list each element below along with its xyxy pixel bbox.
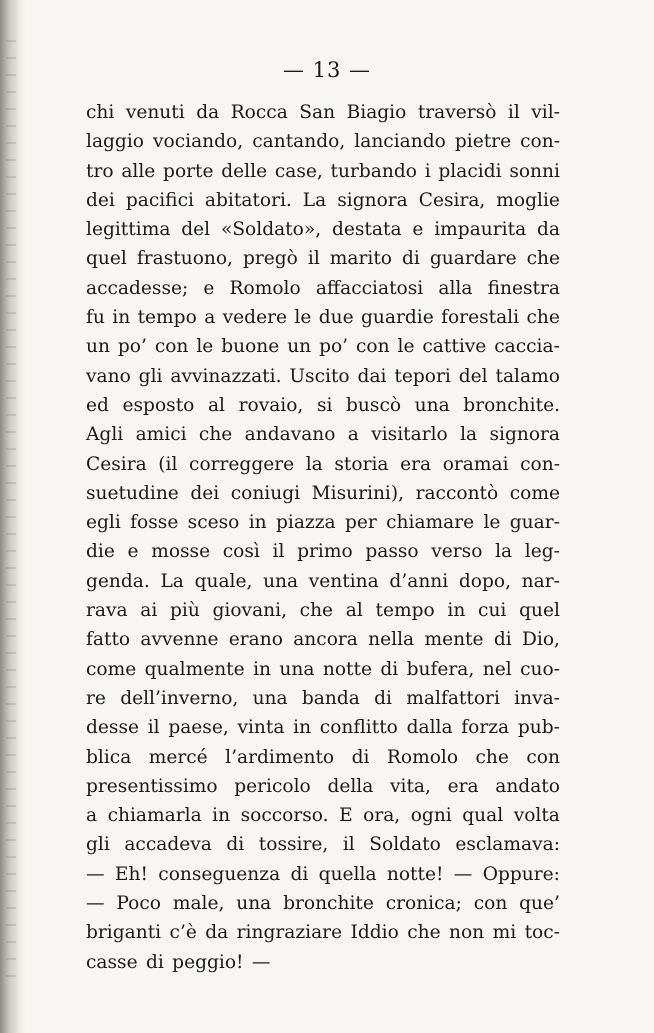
word: cantando, xyxy=(252,131,346,153)
word: placidi xyxy=(438,160,502,182)
word: — xyxy=(86,863,105,885)
word: moglie xyxy=(496,189,560,211)
word: con xyxy=(526,746,560,768)
word: malfattori xyxy=(406,687,500,709)
word: tempo xyxy=(137,307,197,329)
word: po’ xyxy=(319,336,349,358)
text-line xyxy=(86,596,560,625)
word: blica xyxy=(86,746,132,768)
word: guardie xyxy=(361,307,434,329)
word: Dio, xyxy=(521,629,560,651)
text-line xyxy=(86,655,560,684)
word: Biagio xyxy=(346,102,407,123)
word: affacciatosi xyxy=(315,277,424,299)
word: case, xyxy=(274,160,323,182)
word: pietre xyxy=(454,131,512,153)
word: nella xyxy=(368,629,415,651)
word: avvenne xyxy=(140,629,219,651)
word: qual xyxy=(462,805,504,827)
text-line xyxy=(86,186,560,215)
word: «Soldato», xyxy=(220,219,322,241)
word: venuti xyxy=(125,102,185,123)
word: ogni xyxy=(410,805,452,827)
word: ed xyxy=(86,394,109,416)
word: cui xyxy=(478,600,507,622)
word: bronchite xyxy=(283,893,374,915)
word: fosse xyxy=(130,512,179,534)
word: non xyxy=(449,922,485,944)
word: La xyxy=(302,189,327,211)
word: Oppure: xyxy=(482,863,560,885)
word: ai xyxy=(140,600,158,622)
word: vinta xyxy=(237,717,285,739)
word: con- xyxy=(520,131,560,153)
word: in xyxy=(447,600,466,622)
word: vil- xyxy=(531,102,560,123)
word: il xyxy=(307,248,320,270)
word: Eh! xyxy=(114,863,148,885)
word: — xyxy=(453,863,473,885)
word: le xyxy=(196,336,214,358)
word: la xyxy=(495,541,513,563)
word: tro xyxy=(86,160,114,182)
text-line xyxy=(86,332,560,361)
word: il xyxy=(507,102,520,123)
text-line xyxy=(86,948,560,977)
word: rava xyxy=(86,600,128,622)
word: erano xyxy=(228,629,283,651)
word: l’ardimento xyxy=(225,746,335,768)
word: giovani, xyxy=(212,600,287,622)
word: un xyxy=(287,336,312,358)
word: genda. xyxy=(86,570,150,592)
word: sonni xyxy=(509,160,560,182)
word: presentissimo xyxy=(86,775,218,797)
word: paese, xyxy=(168,717,229,739)
word: coniugi xyxy=(230,482,301,504)
word: conseguenza xyxy=(158,863,281,885)
word: si xyxy=(316,394,333,416)
word: cuo- xyxy=(520,658,560,680)
word: una xyxy=(236,893,272,915)
word: vano xyxy=(86,365,131,387)
word: tempo xyxy=(375,600,435,622)
word: esclamava: xyxy=(455,834,560,856)
word: amici xyxy=(135,424,187,446)
word: casse xyxy=(86,951,138,973)
word: quella xyxy=(318,863,377,885)
word: due xyxy=(318,307,354,329)
text-line xyxy=(86,244,560,273)
word: vita, xyxy=(390,775,431,797)
word: come xyxy=(509,482,560,504)
word: fatto xyxy=(86,629,131,651)
word: notte xyxy=(322,658,372,680)
word: e xyxy=(203,277,215,299)
word: pub- xyxy=(517,717,560,739)
word: signora xyxy=(337,189,408,211)
word: rovaio, xyxy=(238,394,304,416)
word: Uscito xyxy=(289,365,350,387)
word: con xyxy=(154,336,189,358)
word: dopo, xyxy=(458,570,511,592)
word: pregò xyxy=(242,248,298,270)
word: buone xyxy=(221,336,280,358)
word: di xyxy=(493,629,512,651)
word: che xyxy=(526,307,560,329)
word: accadesse; xyxy=(86,277,189,299)
word: Agli xyxy=(86,424,124,446)
word: che xyxy=(299,600,334,622)
word: in xyxy=(248,512,267,534)
text-line xyxy=(86,918,560,947)
word: del xyxy=(458,365,488,387)
word: in xyxy=(253,658,271,680)
word: storia xyxy=(334,453,389,475)
word: e xyxy=(412,219,424,241)
word: dell’inverno, xyxy=(120,687,239,709)
word: che xyxy=(407,922,441,944)
word: — xyxy=(86,893,105,915)
word: laggio xyxy=(86,131,144,153)
word: fu xyxy=(86,307,105,329)
word: Cesira xyxy=(86,453,147,475)
word: del xyxy=(181,219,211,241)
word: inva- xyxy=(514,687,560,709)
text-line xyxy=(86,684,560,713)
word: primo xyxy=(297,541,353,563)
word: di xyxy=(145,951,164,973)
word: piazza xyxy=(276,512,336,534)
word: marito xyxy=(329,248,392,270)
word: toc- xyxy=(524,922,560,944)
word: cronica; xyxy=(385,893,462,915)
text-line xyxy=(86,830,560,859)
word: ancora xyxy=(293,629,358,651)
word: al xyxy=(207,394,226,416)
word: le xyxy=(294,307,312,329)
text-line xyxy=(86,274,560,303)
text-line xyxy=(86,860,560,889)
word: destata xyxy=(331,219,402,241)
word: chi xyxy=(86,102,115,123)
word: forza xyxy=(461,717,510,739)
word: leg- xyxy=(524,541,560,563)
word: buscò xyxy=(346,394,402,416)
word: La xyxy=(160,570,184,592)
text-line xyxy=(86,713,560,742)
word: per xyxy=(344,512,377,534)
word: un xyxy=(86,336,110,358)
word: più xyxy=(170,600,200,622)
word: signora xyxy=(489,424,560,446)
body-text xyxy=(86,98,560,977)
word: (il xyxy=(158,453,178,475)
text-line xyxy=(86,508,560,537)
word: guardare xyxy=(429,248,517,270)
word: a xyxy=(204,307,216,329)
text-line xyxy=(86,420,560,449)
word: di xyxy=(402,248,420,270)
word: peggio! xyxy=(172,951,244,973)
word: gli xyxy=(86,834,110,856)
word: traversò xyxy=(417,102,497,123)
word: di xyxy=(380,658,399,680)
word: dai xyxy=(357,365,387,387)
word: di xyxy=(226,834,245,856)
word: che xyxy=(198,424,233,446)
word: sceso xyxy=(187,512,240,534)
word: nel xyxy=(482,658,512,680)
word: finestra xyxy=(487,277,560,299)
word: e xyxy=(127,541,139,563)
word: vedere xyxy=(222,307,287,329)
word: lanciando xyxy=(354,131,446,153)
word: una xyxy=(414,394,450,416)
word: in xyxy=(293,717,312,739)
word: vociando, xyxy=(153,131,244,153)
text-line xyxy=(86,157,560,186)
word: che xyxy=(475,746,509,768)
word: delle xyxy=(221,160,268,182)
word: da xyxy=(536,219,560,241)
word: in xyxy=(212,805,231,827)
word: die xyxy=(86,541,115,563)
word: il xyxy=(147,717,160,739)
word: raccontò xyxy=(415,482,499,504)
text-line xyxy=(86,743,560,772)
word: il xyxy=(272,541,285,563)
word: era xyxy=(400,453,432,475)
word: dei xyxy=(86,189,115,211)
word: Cesira, xyxy=(418,189,486,211)
word: in xyxy=(112,307,131,329)
word: una xyxy=(252,687,288,709)
word: avvinazzati. xyxy=(170,365,282,387)
text-line xyxy=(86,127,560,156)
word: soccorso. xyxy=(240,805,329,827)
word: era xyxy=(447,775,479,797)
word: Poco xyxy=(116,893,161,915)
word: bufera, xyxy=(406,658,475,680)
word: tossire, xyxy=(258,834,329,856)
word: i xyxy=(424,160,431,182)
word: Romolo xyxy=(386,746,459,768)
word: conflitto xyxy=(319,717,398,739)
word: Iddio xyxy=(350,922,399,944)
word: di xyxy=(351,746,370,768)
word: Misurini), xyxy=(311,482,405,504)
page-number: — 13 — xyxy=(282,58,372,82)
word: alle xyxy=(121,160,156,182)
word: a xyxy=(347,424,359,446)
word: le xyxy=(397,336,415,358)
word: forestali xyxy=(441,307,520,329)
word: chiamare xyxy=(386,512,475,534)
word: andavano xyxy=(244,424,336,446)
word: porte xyxy=(163,160,214,182)
word: legittima xyxy=(86,219,171,241)
word: da xyxy=(196,102,220,123)
word: pacifici xyxy=(125,189,194,211)
word: — xyxy=(251,951,271,973)
word: guar- xyxy=(509,512,560,534)
word: Soldato xyxy=(369,834,441,856)
word: egli xyxy=(86,512,121,534)
word: c’è xyxy=(169,922,197,944)
word: banda xyxy=(301,687,360,709)
word: alla xyxy=(438,277,473,299)
word: E xyxy=(339,805,353,827)
text-line xyxy=(86,450,560,479)
word: volta xyxy=(513,805,560,827)
word: turbando xyxy=(330,160,417,182)
word: da xyxy=(205,922,229,944)
word: male, xyxy=(172,893,225,915)
word: le xyxy=(483,512,501,534)
word: una xyxy=(279,658,315,680)
word: briganti xyxy=(86,922,162,944)
word: la xyxy=(460,424,478,446)
word: una xyxy=(263,570,299,592)
word: suetudine xyxy=(86,482,179,504)
text-line xyxy=(86,98,560,127)
text-line xyxy=(86,772,560,801)
word: bronchite. xyxy=(463,394,560,416)
text-line xyxy=(86,625,560,654)
word: accadeva xyxy=(124,834,212,856)
text-line xyxy=(86,362,560,391)
word: mosse xyxy=(151,541,211,563)
text-line xyxy=(86,801,560,830)
word: desse xyxy=(86,717,139,739)
word: che xyxy=(526,248,560,270)
word: verso xyxy=(431,541,483,563)
text-line xyxy=(86,479,560,508)
word: a xyxy=(86,805,98,827)
word: al xyxy=(345,600,363,622)
word: andato xyxy=(495,775,560,797)
text-line xyxy=(86,889,560,918)
page-edge-marks xyxy=(6,40,16,990)
word: oramai xyxy=(442,453,509,475)
word: frastuono, xyxy=(136,248,233,270)
word: tepori xyxy=(394,365,451,387)
word: d’anni xyxy=(389,570,449,592)
word: chiamarla xyxy=(107,805,202,827)
word: come xyxy=(86,658,137,680)
word: ventina xyxy=(308,570,379,592)
word: passo xyxy=(365,541,419,563)
word: con xyxy=(356,336,390,358)
word: po’ xyxy=(117,336,147,358)
word: visitarlo xyxy=(371,424,448,446)
word: della xyxy=(327,775,374,797)
word: Rocca xyxy=(230,102,288,123)
word: così xyxy=(222,541,260,563)
word: que’ xyxy=(519,893,560,915)
word: il xyxy=(342,834,355,856)
word: con xyxy=(473,893,508,915)
text-line xyxy=(86,567,560,596)
word: la xyxy=(305,453,323,475)
word: di xyxy=(374,687,392,709)
word: qualmente xyxy=(144,658,245,680)
word: quel xyxy=(519,600,560,622)
word: Romolo xyxy=(229,277,301,299)
word: gli xyxy=(138,365,163,387)
word: mente xyxy=(424,629,484,651)
word: caccia- xyxy=(494,336,560,358)
word: mercé xyxy=(148,746,208,768)
word: esposto xyxy=(122,394,195,416)
text-line xyxy=(86,391,560,420)
word: dei xyxy=(190,482,220,504)
word: correggere xyxy=(189,453,295,475)
word: quel xyxy=(86,248,127,270)
word: cattive xyxy=(422,336,487,358)
word: ringraziare xyxy=(236,922,343,944)
word: San xyxy=(299,102,336,123)
word: mi xyxy=(492,922,517,944)
word: quale, xyxy=(194,570,253,592)
word: ora, xyxy=(363,805,401,827)
word: impaurita xyxy=(434,219,527,241)
word: di xyxy=(290,863,309,885)
text-line xyxy=(86,537,560,566)
word: talamo xyxy=(495,365,560,387)
text-line xyxy=(86,303,560,332)
word: re xyxy=(86,687,106,709)
word: pericolo xyxy=(234,775,311,797)
word: dalla xyxy=(406,717,453,739)
text-line xyxy=(86,215,560,244)
word: abitatori. xyxy=(204,189,292,211)
word: nar- xyxy=(521,570,560,592)
word: notte! xyxy=(386,863,444,885)
word: con- xyxy=(520,453,560,475)
